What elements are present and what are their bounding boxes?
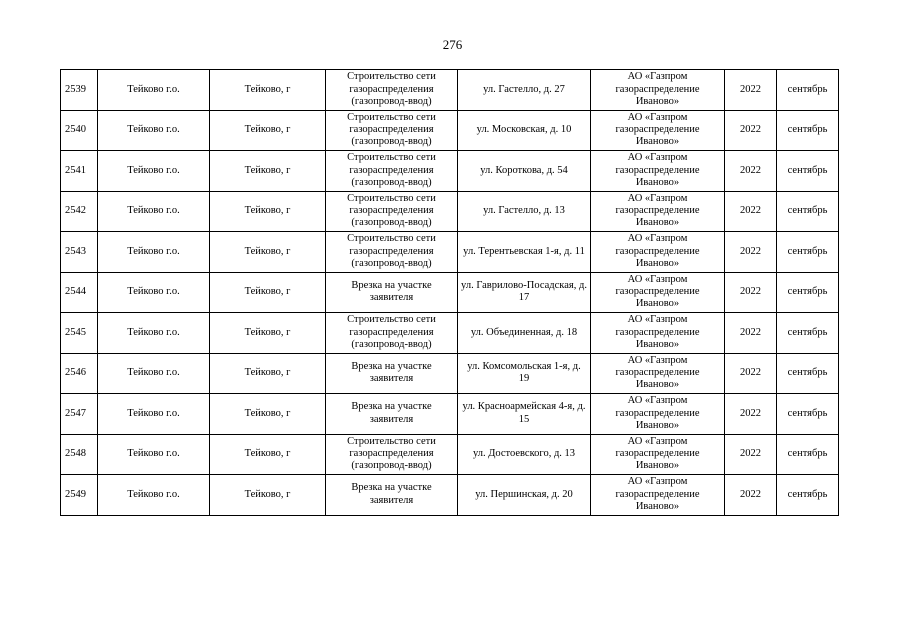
locality-cell: Тейково, г [210,394,326,435]
row-number: 2541 [61,151,98,192]
month-cell: сентябрь [777,313,839,354]
work-type-cell: Строительство сети газораспределения (газопровод-ввод) [326,110,458,151]
table-body [61,70,839,516]
row-number: 2549 [61,475,98,516]
table-row [61,151,839,192]
organization-cell: АО «Газпром газораспределение Иваново» [591,475,725,516]
row-number: 2543 [61,232,98,273]
table-row [61,434,839,475]
month-cell: сентябрь [777,191,839,232]
district-cell: Тейково г.о. [98,151,210,192]
table-row [61,110,839,151]
address-cell: ул. Терентьевская 1-я, д. 11 [458,232,591,273]
district-cell: Тейково г.о. [98,232,210,273]
locality-cell: Тейково, г [210,353,326,394]
organization-cell: АО «Газпром газораспределение Иваново» [591,313,725,354]
year-cell: 2022 [725,475,777,516]
locality-cell: Тейково, г [210,191,326,232]
address-cell: ул. Гастелло, д. 13 [458,191,591,232]
organization-cell: АО «Газпром газораспределение Иваново» [591,272,725,313]
work-type-cell: Врезка на участке заявителя [326,272,458,313]
year-cell: 2022 [725,394,777,435]
page-number: 276 [442,37,463,52]
row-number: 2548 [61,434,98,475]
district-cell: Тейково г.о. [98,70,210,111]
year-cell: 2022 [725,272,777,313]
district-cell: Тейково г.о. [98,475,210,516]
table-row [61,272,839,313]
address-cell: ул. Гастелло, д. 27 [458,70,591,111]
row-number: 2546 [61,353,98,394]
month-cell: сентябрь [777,232,839,273]
locality-cell: Тейково, г [210,70,326,111]
month-cell: сентябрь [777,353,839,394]
month-cell: сентябрь [777,394,839,435]
organization-cell: АО «Газпром газораспределение Иваново» [591,394,725,435]
district-cell: Тейково г.о. [98,110,210,151]
locality-cell: Тейково, г [210,313,326,354]
district-cell: Тейково г.о. [98,394,210,435]
table-row [61,70,839,111]
address-cell: ул. Достоевского, д. 13 [458,434,591,475]
row-number: 2544 [61,272,98,313]
district-cell: Тейково г.о. [98,191,210,232]
work-type-cell: Врезка на участке заявителя [326,475,458,516]
organization-cell: АО «Газпром газораспределение Иваново» [591,151,725,192]
year-cell: 2022 [725,313,777,354]
year-cell: 2022 [725,110,777,151]
year-cell: 2022 [725,151,777,192]
district-cell: Тейково г.о. [98,313,210,354]
address-cell: ул. Комсомольская 1-я, д. 19 [458,353,591,394]
district-cell: Тейково г.о. [98,353,210,394]
row-number: 2539 [61,70,98,111]
table-row [61,232,839,273]
month-cell: сентябрь [777,70,839,111]
address-cell: ул. Объединенная, д. 18 [458,313,591,354]
year-cell: 2022 [725,232,777,273]
year-cell: 2022 [725,191,777,232]
work-type-cell: Строительство сети газораспределения (газопровод-ввод) [326,191,458,232]
organization-cell: АО «Газпром газораспределение Иваново» [591,191,725,232]
year-cell: 2022 [725,353,777,394]
locality-cell: Тейково, г [210,151,326,192]
district-cell: Тейково г.о. [98,272,210,313]
work-type-cell: Врезка на участке заявителя [326,353,458,394]
table-row [61,313,839,354]
address-cell: ул. Красноармейская 4-я, д. 15 [458,394,591,435]
month-cell: сентябрь [777,151,839,192]
work-type-cell: Врезка на участке заявителя [326,394,458,435]
month-cell: сентябрь [777,272,839,313]
address-cell: ул. Гаврилово-Посадская, д. 17 [458,272,591,313]
address-cell: ул. Московская, д. 10 [458,110,591,151]
address-cell: ул. Першинская, д. 20 [458,475,591,516]
table-row [61,475,839,516]
month-cell: сентябрь [777,110,839,151]
locality-cell: Тейково, г [210,272,326,313]
year-cell: 2022 [725,434,777,475]
work-type-cell: Строительство сети газораспределения (газопровод-ввод) [326,232,458,273]
row-number: 2540 [61,110,98,151]
locality-cell: Тейково, г [210,475,326,516]
organization-cell: АО «Газпром газораспределение Иваново» [591,232,725,273]
table-row [61,394,839,435]
work-type-cell: Строительство сети газораспределения (газопровод-ввод) [326,313,458,354]
month-cell: сентябрь [777,475,839,516]
locality-cell: Тейково, г [210,434,326,475]
gas-works-table [60,69,839,516]
organization-cell: АО «Газпром газораспределение Иваново» [591,70,725,111]
row-number: 2542 [61,191,98,232]
organization-cell: АО «Газпром газораспределение Иваново» [591,110,725,151]
table-row [61,191,839,232]
district-cell: Тейково г.о. [98,434,210,475]
organization-cell: АО «Газпром газораспределение Иваново» [591,434,725,475]
locality-cell: Тейково, г [210,232,326,273]
organization-cell: АО «Газпром газораспределение Иваново» [591,353,725,394]
row-number: 2545 [61,313,98,354]
work-type-cell: Строительство сети газораспределения (газопровод-ввод) [326,151,458,192]
work-type-cell: Строительство сети газораспределения (газопровод-ввод) [326,70,458,111]
address-cell: ул. Короткова, д. 54 [458,151,591,192]
locality-cell: Тейково, г [210,110,326,151]
work-type-cell: Строительство сети газораспределения (газопровод-ввод) [326,434,458,475]
row-number: 2547 [61,394,98,435]
table-row [61,353,839,394]
month-cell: сентябрь [777,434,839,475]
year-cell: 2022 [725,70,777,111]
